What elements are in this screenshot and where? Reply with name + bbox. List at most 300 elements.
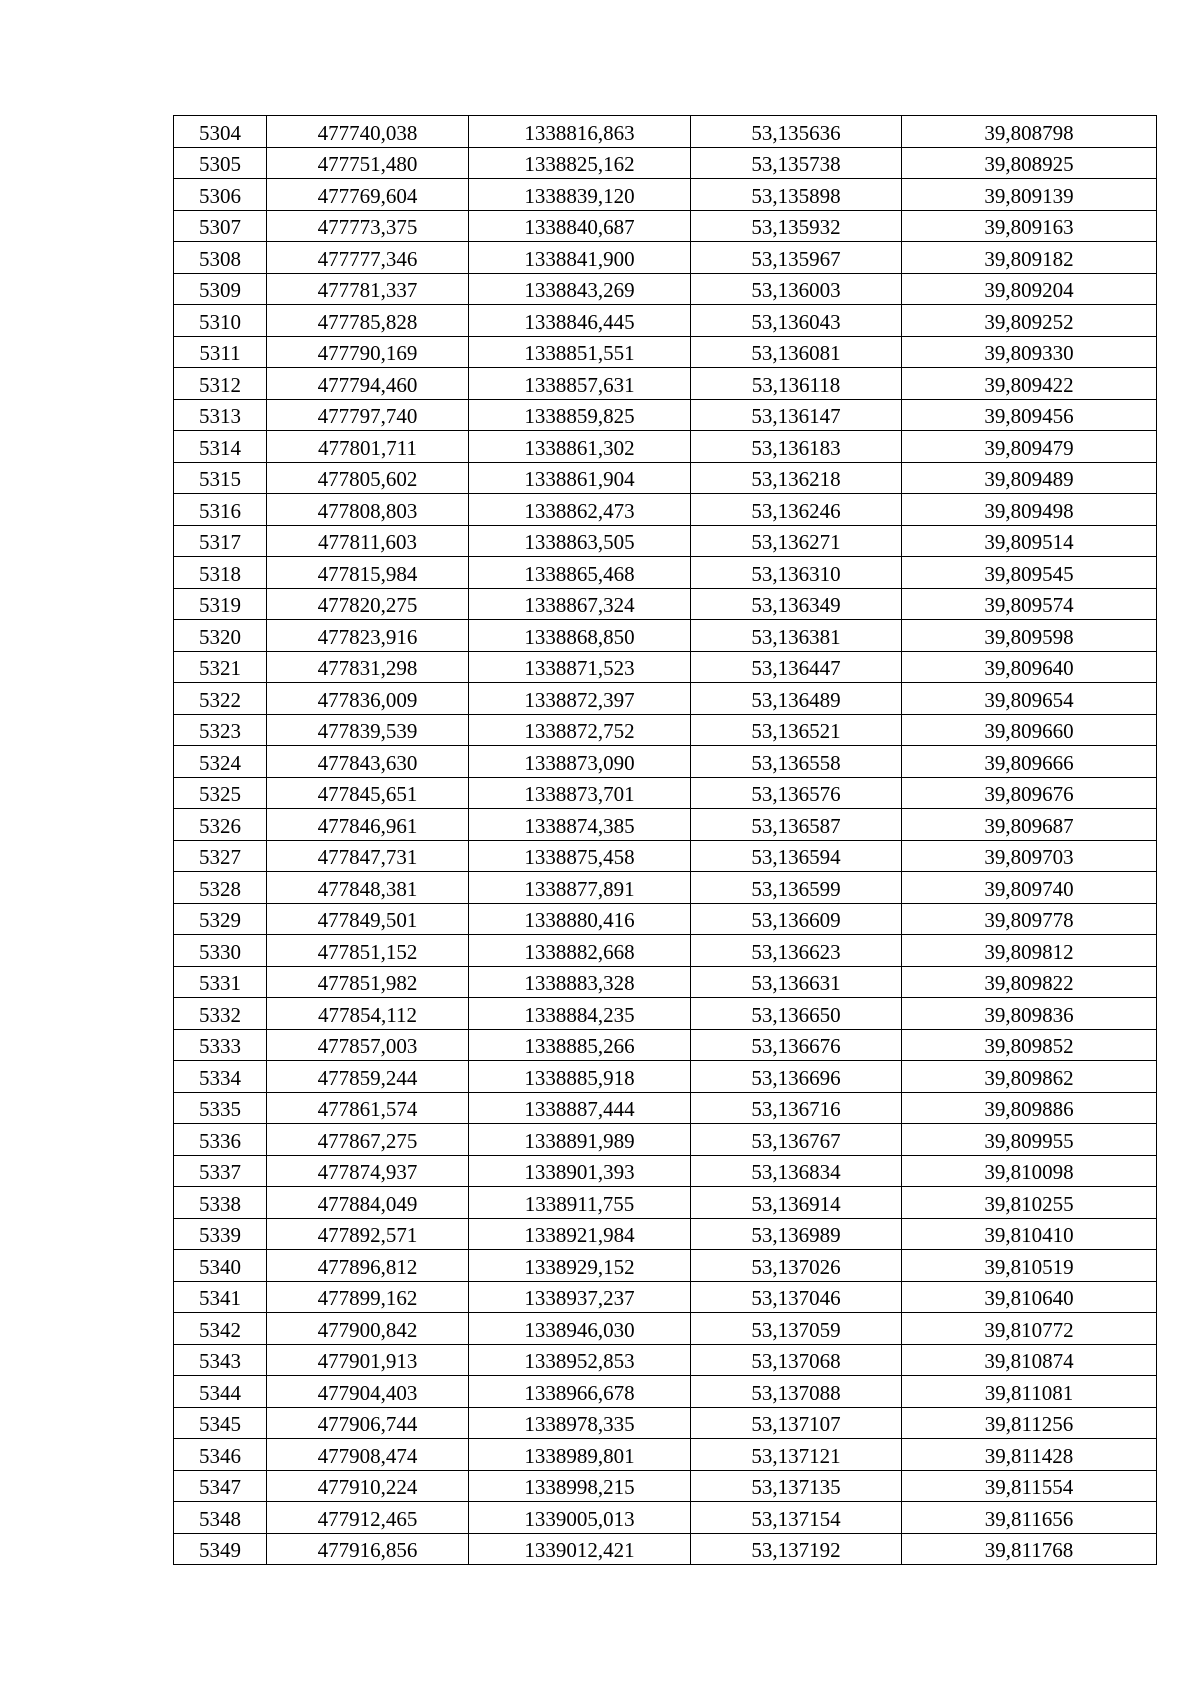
table-row (174, 1250, 1157, 1282)
cell-text: 39,809740 (984, 876, 1074, 901)
cell-text: 53,136609 (751, 908, 841, 933)
latitude-cell (691, 620, 902, 652)
table-row (174, 1281, 1157, 1313)
cell-text: 5328 (199, 876, 241, 901)
cell-text: 1338840,687 (524, 215, 635, 240)
cell-text: 53,136521 (751, 719, 841, 744)
y-coordinate-cell (469, 777, 691, 809)
cell-text: 39,809598 (984, 624, 1074, 649)
longitude-cell (902, 1029, 1157, 1061)
cell-text: 39,809676 (984, 782, 1074, 807)
cell-text: 1339005,013 (524, 1506, 635, 1531)
cell-text: 5329 (199, 908, 241, 933)
longitude-cell (902, 998, 1157, 1030)
point-number-cell (174, 903, 267, 935)
x-coordinate-cell (267, 242, 469, 274)
point-number-cell (174, 525, 267, 557)
cell-text: 5323 (199, 719, 241, 744)
latitude-cell (691, 1124, 902, 1156)
point-number-cell (174, 714, 267, 746)
y-coordinate-cell (469, 935, 691, 967)
cell-text: 5319 (199, 593, 241, 618)
latitude-cell (691, 399, 902, 431)
table-row (174, 147, 1157, 179)
cell-text: 477857,003 (317, 1034, 418, 1059)
cell-text: 1338867,324 (524, 593, 635, 618)
point-number-cell (174, 1124, 267, 1156)
y-coordinate-cell (469, 1407, 691, 1439)
table-row (174, 777, 1157, 809)
x-coordinate-cell (267, 1502, 469, 1534)
cell-text: 477916,856 (317, 1538, 418, 1563)
cell-text: 53,136623 (751, 939, 841, 964)
cell-text: 39,809886 (984, 1097, 1074, 1122)
cell-text: 477845,651 (317, 782, 418, 807)
point-number-cell (174, 1029, 267, 1061)
point-number-cell (174, 1533, 267, 1565)
cell-text: 477823,916 (317, 624, 418, 649)
point-number-cell (174, 746, 267, 778)
cell-text: 5346 (199, 1443, 241, 1468)
cell-text: 5315 (199, 467, 241, 492)
point-number-cell (174, 179, 267, 211)
cell-text: 477867,275 (317, 1128, 418, 1153)
cell-text: 39,810772 (984, 1317, 1074, 1342)
longitude-cell (902, 903, 1157, 935)
x-coordinate-cell (267, 494, 469, 526)
cell-text: 53,137059 (751, 1317, 841, 1342)
point-number-cell (174, 1502, 267, 1534)
cell-text: 39,809640 (984, 656, 1074, 681)
point-number-cell (174, 588, 267, 620)
latitude-cell (691, 1281, 902, 1313)
cell-text: 39,809498 (984, 498, 1074, 523)
cell-text: 5311 (199, 341, 241, 366)
cell-text: 39,809852 (984, 1034, 1074, 1059)
cell-text: 39,809703 (984, 845, 1074, 870)
cell-text: 477839,539 (317, 719, 418, 744)
cell-text: 477884,049 (317, 1191, 418, 1216)
point-number-cell (174, 1376, 267, 1408)
latitude-cell (691, 683, 902, 715)
cell-text: 5349 (199, 1538, 241, 1563)
cell-text: 39,808925 (984, 152, 1074, 177)
latitude-cell (691, 1061, 902, 1093)
cell-text: 53,137192 (751, 1538, 841, 1563)
table-row (174, 872, 1157, 904)
x-coordinate-cell (267, 116, 469, 148)
cell-text: 5326 (199, 813, 241, 838)
latitude-cell (691, 116, 902, 148)
cell-text: 39,810874 (984, 1349, 1074, 1374)
y-coordinate-cell (469, 147, 691, 179)
longitude-cell (902, 1124, 1157, 1156)
cell-text: 477785,828 (317, 309, 418, 334)
point-number-cell (174, 462, 267, 494)
cell-text: 5304 (199, 120, 241, 145)
longitude-cell (902, 588, 1157, 620)
latitude-cell (691, 1533, 902, 1565)
cell-text: 53,137026 (751, 1254, 841, 1279)
cell-text: 53,135967 (751, 246, 841, 271)
latitude-cell (691, 1313, 902, 1345)
cell-text: 5343 (199, 1349, 241, 1374)
cell-text: 477831,298 (317, 656, 418, 681)
latitude-cell (691, 1344, 902, 1376)
table-row (174, 210, 1157, 242)
cell-text: 477811,603 (318, 530, 417, 555)
cell-text: 39,809822 (984, 971, 1074, 996)
cell-text: 39,811768 (984, 1538, 1074, 1563)
cell-text: 53,136447 (751, 656, 841, 681)
cell-text: 5325 (199, 782, 241, 807)
x-coordinate-cell (267, 1061, 469, 1093)
point-number-cell (174, 683, 267, 715)
table-row (174, 1344, 1157, 1376)
cell-text: 39,809514 (984, 530, 1074, 555)
cell-text: 1338901,393 (524, 1160, 635, 1185)
x-coordinate-cell (267, 336, 469, 368)
cell-text: 53,137088 (751, 1380, 841, 1405)
longitude-cell (902, 557, 1157, 589)
point-number-cell (174, 116, 267, 148)
cell-text: 477896,812 (317, 1254, 418, 1279)
latitude-cell (691, 966, 902, 998)
table-row (174, 966, 1157, 998)
point-number-cell (174, 620, 267, 652)
cell-text: 39,809163 (984, 215, 1074, 240)
y-coordinate-cell (469, 116, 691, 148)
cell-text: 477740,038 (317, 120, 418, 145)
table-row (174, 1313, 1157, 1345)
cell-text: 1338846,445 (524, 309, 635, 334)
cell-text: 39,809422 (984, 372, 1074, 397)
cell-text: 5336 (199, 1128, 241, 1153)
cell-text: 53,137068 (751, 1349, 841, 1374)
x-coordinate-cell (267, 305, 469, 337)
table-row (174, 998, 1157, 1030)
cell-text: 1338851,551 (524, 341, 635, 366)
cell-text: 5322 (199, 687, 241, 712)
cell-text: 5333 (199, 1034, 241, 1059)
cell-text: 1338887,444 (524, 1097, 635, 1122)
cell-text: 39,809955 (984, 1128, 1074, 1153)
latitude-cell (691, 494, 902, 526)
point-number-cell (174, 1250, 267, 1282)
cell-text: 5307 (199, 215, 241, 240)
cell-text: 5341 (199, 1286, 241, 1311)
y-coordinate-cell (469, 1344, 691, 1376)
y-coordinate-cell (469, 399, 691, 431)
y-coordinate-cell (469, 557, 691, 589)
cell-text: 5334 (199, 1065, 241, 1090)
cell-text: 1338883,328 (524, 971, 635, 996)
cell-text: 477836,009 (317, 687, 418, 712)
latitude-cell (691, 557, 902, 589)
table-row (174, 179, 1157, 211)
cell-text: 1338952,853 (524, 1349, 635, 1374)
x-coordinate-cell (267, 1439, 469, 1471)
cell-text: 53,136489 (751, 687, 841, 712)
y-coordinate-cell (469, 462, 691, 494)
cell-text: 39,811256 (984, 1412, 1074, 1437)
x-coordinate-cell (267, 1092, 469, 1124)
cell-text: 477859,244 (317, 1065, 418, 1090)
y-coordinate-cell (469, 872, 691, 904)
x-coordinate-cell (267, 1407, 469, 1439)
cell-text: 53,136381 (751, 624, 841, 649)
longitude-cell (902, 746, 1157, 778)
x-coordinate-cell (267, 147, 469, 179)
point-number-cell (174, 777, 267, 809)
y-coordinate-cell (469, 1470, 691, 1502)
cell-text: 477849,501 (317, 908, 418, 933)
cell-text: 1338891,989 (524, 1128, 635, 1153)
point-number-cell (174, 1061, 267, 1093)
cell-text: 477847,731 (317, 845, 418, 870)
table-row (174, 116, 1157, 148)
cell-text: 1338868,850 (524, 624, 635, 649)
cell-text: 39,810098 (984, 1160, 1074, 1185)
x-coordinate-cell (267, 588, 469, 620)
x-coordinate-cell (267, 683, 469, 715)
y-coordinate-cell (469, 1376, 691, 1408)
point-number-cell (174, 1092, 267, 1124)
table-row (174, 242, 1157, 274)
cell-text: 53,136310 (751, 561, 841, 586)
cell-text: 1338857,631 (524, 372, 635, 397)
latitude-cell (691, 1187, 902, 1219)
table-row (174, 809, 1157, 841)
point-number-cell (174, 1344, 267, 1376)
longitude-cell (902, 714, 1157, 746)
cell-text: 53,136587 (751, 813, 841, 838)
cell-text: 477820,275 (317, 593, 418, 618)
table-row (174, 1376, 1157, 1408)
cell-text: 39,809812 (984, 939, 1074, 964)
latitude-cell (691, 305, 902, 337)
cell-text: 1338872,397 (524, 687, 635, 712)
point-number-cell (174, 210, 267, 242)
table-row (174, 368, 1157, 400)
cell-text: 477777,346 (317, 246, 418, 271)
y-coordinate-cell (469, 1187, 691, 1219)
point-number-cell (174, 273, 267, 305)
longitude-cell (902, 1281, 1157, 1313)
y-coordinate-cell (469, 1029, 691, 1061)
cell-text: 39,809252 (984, 309, 1074, 334)
cell-text: 477861,574 (317, 1097, 418, 1122)
point-number-cell (174, 1313, 267, 1345)
table-row (174, 336, 1157, 368)
point-number-cell (174, 147, 267, 179)
longitude-cell (902, 273, 1157, 305)
cell-text: 53,136594 (751, 845, 841, 870)
latitude-cell (691, 368, 902, 400)
cell-text: 53,137135 (751, 1475, 841, 1500)
cell-text: 53,136914 (751, 1191, 841, 1216)
cell-text: 1338825,162 (524, 152, 635, 177)
point-number-cell (174, 305, 267, 337)
x-coordinate-cell (267, 1470, 469, 1502)
cell-text: 53,136631 (751, 971, 841, 996)
table-row (174, 651, 1157, 683)
y-coordinate-cell (469, 683, 691, 715)
x-coordinate-cell (267, 1187, 469, 1219)
x-coordinate-cell (267, 966, 469, 998)
cell-text: 53,135738 (751, 152, 841, 177)
y-coordinate-cell (469, 746, 691, 778)
latitude-cell (691, 651, 902, 683)
point-number-cell (174, 399, 267, 431)
latitude-cell (691, 242, 902, 274)
point-number-cell (174, 1439, 267, 1471)
latitude-cell (691, 179, 902, 211)
cell-text: 5327 (199, 845, 241, 870)
x-coordinate-cell (267, 462, 469, 494)
coordinates-table (173, 115, 1157, 1565)
cell-text: 39,809660 (984, 719, 1074, 744)
point-number-cell (174, 1155, 267, 1187)
point-number-cell (174, 242, 267, 274)
latitude-cell (691, 1029, 902, 1061)
latitude-cell (691, 840, 902, 872)
table-row (174, 525, 1157, 557)
cell-text: 1338816,863 (524, 120, 635, 145)
point-number-cell (174, 651, 267, 683)
longitude-cell (902, 147, 1157, 179)
cell-text: 477797,740 (317, 404, 418, 429)
longitude-cell (902, 683, 1157, 715)
cell-text: 5318 (199, 561, 241, 586)
cell-text: 53,136349 (751, 593, 841, 618)
table-row (174, 1092, 1157, 1124)
cell-text: 53,135898 (751, 183, 841, 208)
latitude-cell (691, 935, 902, 967)
x-coordinate-cell (267, 273, 469, 305)
cell-text: 53,136650 (751, 1002, 841, 1027)
latitude-cell (691, 1218, 902, 1250)
cell-text: 39,809139 (984, 183, 1074, 208)
longitude-cell (902, 210, 1157, 242)
point-number-cell (174, 1281, 267, 1313)
cell-text: 39,809574 (984, 593, 1074, 618)
x-coordinate-cell (267, 1124, 469, 1156)
cell-text: 53,136147 (751, 404, 841, 429)
y-coordinate-cell (469, 1533, 691, 1565)
longitude-cell (902, 1344, 1157, 1376)
cell-text: 39,811554 (984, 1475, 1074, 1500)
latitude-cell (691, 903, 902, 935)
y-coordinate-cell (469, 966, 691, 998)
longitude-cell (902, 399, 1157, 431)
y-coordinate-cell (469, 620, 691, 652)
table-row (174, 903, 1157, 935)
y-coordinate-cell (469, 210, 691, 242)
cell-text: 53,136118 (751, 372, 841, 397)
longitude-cell (902, 1187, 1157, 1219)
cell-text: 53,136043 (751, 309, 841, 334)
cell-text: 39,810255 (984, 1191, 1074, 1216)
x-coordinate-cell (267, 1155, 469, 1187)
cell-text: 39,809654 (984, 687, 1074, 712)
cell-text: 53,137121 (751, 1443, 841, 1468)
cell-text: 1338885,266 (524, 1034, 635, 1059)
point-number-cell (174, 1218, 267, 1250)
table-row (174, 1187, 1157, 1219)
cell-text: 1338871,523 (524, 656, 635, 681)
cell-text: 5345 (199, 1412, 241, 1437)
cell-text: 5348 (199, 1506, 241, 1531)
cell-text: 477843,630 (317, 750, 418, 775)
cell-text: 477874,937 (317, 1160, 418, 1185)
y-coordinate-cell (469, 1250, 691, 1282)
longitude-cell (902, 620, 1157, 652)
table-row (174, 935, 1157, 967)
latitude-cell (691, 588, 902, 620)
table-row (174, 305, 1157, 337)
cell-text: 477900,842 (317, 1317, 418, 1342)
cell-text: 5305 (199, 152, 241, 177)
latitude-cell (691, 1502, 902, 1534)
cell-text: 39,808798 (984, 120, 1074, 145)
cell-text: 1338998,215 (524, 1475, 635, 1500)
cell-text: 5310 (199, 309, 241, 334)
table-row (174, 714, 1157, 746)
cell-text: 53,136003 (751, 278, 841, 303)
latitude-cell (691, 1250, 902, 1282)
x-coordinate-cell (267, 872, 469, 904)
cell-text: 1338841,900 (524, 246, 635, 271)
table-row (174, 1470, 1157, 1502)
point-number-cell (174, 557, 267, 589)
cell-text: 39,809479 (984, 435, 1074, 460)
cell-text: 1338872,752 (524, 719, 635, 744)
table-row (174, 462, 1157, 494)
cell-text: 39,809666 (984, 750, 1074, 775)
latitude-cell (691, 714, 902, 746)
cell-text: 53,136271 (751, 530, 841, 555)
latitude-cell (691, 1092, 902, 1124)
cell-text: 39,809687 (984, 813, 1074, 838)
cell-text: 53,136834 (751, 1160, 841, 1185)
table-row (174, 557, 1157, 589)
cell-text: 477906,744 (317, 1412, 418, 1437)
y-coordinate-cell (469, 1155, 691, 1187)
y-coordinate-cell (469, 998, 691, 1030)
table-row (174, 399, 1157, 431)
table-row (174, 431, 1157, 463)
cell-text: 39,809204 (984, 278, 1074, 303)
cell-text: 5332 (199, 1002, 241, 1027)
cell-text: 477912,465 (317, 1506, 418, 1531)
table-row (174, 1061, 1157, 1093)
point-number-cell (174, 1470, 267, 1502)
point-number-cell (174, 966, 267, 998)
cell-text: 1338873,090 (524, 750, 635, 775)
y-coordinate-cell (469, 1313, 691, 1345)
cell-text: 477851,152 (317, 939, 418, 964)
table-row (174, 1439, 1157, 1471)
cell-text: 53,136558 (751, 750, 841, 775)
cell-text: 1338863,505 (524, 530, 635, 555)
longitude-cell (902, 431, 1157, 463)
longitude-cell (902, 242, 1157, 274)
y-coordinate-cell (469, 336, 691, 368)
cell-text: 477901,913 (317, 1349, 418, 1374)
cell-text: 1338885,918 (524, 1065, 635, 1090)
cell-text: 1338873,701 (524, 782, 635, 807)
